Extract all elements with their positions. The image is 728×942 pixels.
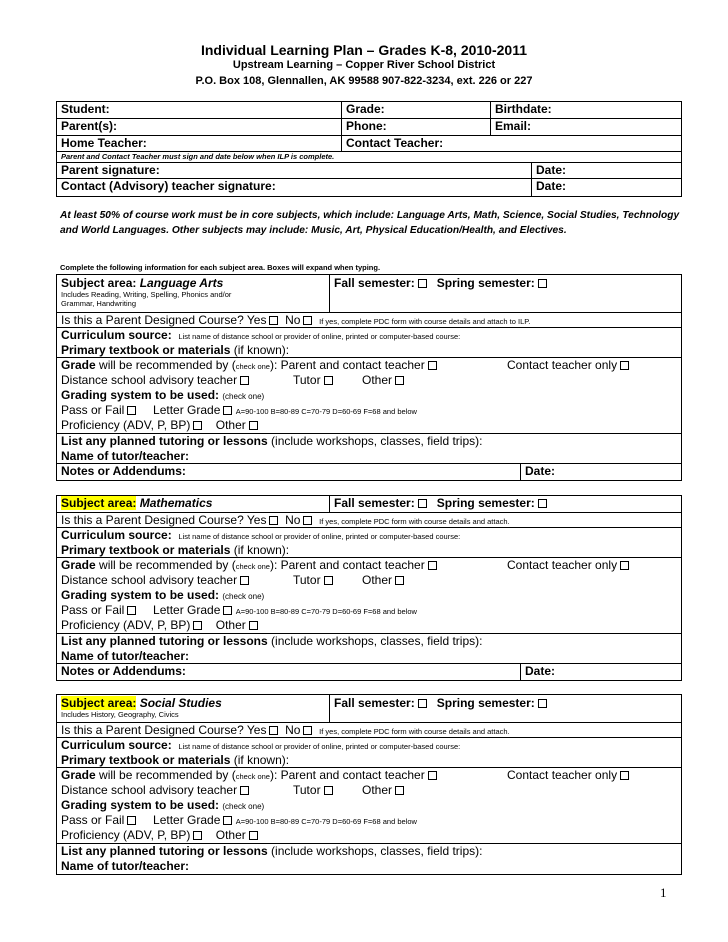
email-field[interactable]: Email: bbox=[490, 119, 681, 135]
proficiency-option: Proficiency (ADV, P, BP) Other bbox=[61, 618, 258, 632]
core-subjects-note: At least 50% of course work must be in core subjects, which include: Language Arts, Math, Science, Social Studies, Technology and World Languages. Other subjects may include: Music, Art, Physical Education/Health, and Electives. bbox=[60, 210, 680, 236]
grading-other-checkbox[interactable] bbox=[249, 831, 258, 840]
planned-tutoring[interactable]: List any planned tutoring or lessons (include workshops, classes, field trips): bbox=[61, 634, 483, 648]
distance-checkbox[interactable] bbox=[240, 576, 249, 585]
pdc-yes-checkbox[interactable] bbox=[269, 726, 278, 735]
tutor-name[interactable]: Name of tutor/teacher: bbox=[61, 649, 190, 663]
planned-tutoring[interactable]: List any planned tutoring or lessons (include workshops, classes, field trips): bbox=[61, 844, 483, 858]
grading-other-checkbox[interactable] bbox=[249, 621, 258, 630]
semester-cell: Fall semester: Spring semester: bbox=[329, 496, 681, 512]
other-checkbox[interactable] bbox=[395, 786, 404, 795]
subject-includes-cont: Grammar, Handwriting bbox=[61, 299, 137, 308]
pass-fail-checkbox[interactable] bbox=[127, 816, 136, 825]
grade-recommended-by: Grade will be recommended by (check one): Parent and contact teacher Contact teacher only bbox=[61, 358, 437, 372]
pdc-yes-checkbox[interactable] bbox=[269, 316, 278, 325]
subject-name: Social Studies bbox=[139, 696, 222, 710]
grade-recommended-by: Grade will be recommended by (check one): Parent and contact teacher Contact teacher only bbox=[61, 558, 437, 572]
fall-checkbox[interactable] bbox=[418, 279, 427, 288]
distance-checkbox[interactable] bbox=[240, 376, 249, 385]
subject-area-label: Subject area: bbox=[61, 696, 137, 710]
curriculum-source[interactable]: Curriculum source: List name of distance school or provider of online, printed or computer-based course: bbox=[61, 328, 461, 342]
contact-teacher-field[interactable]: Contact Teacher: bbox=[341, 136, 681, 151]
signature-note: Parent and Contact Teacher must sign and date below when ILP is complete. bbox=[61, 152, 335, 161]
recommender-options: Distance school advisory teacher Tutor Other bbox=[61, 783, 249, 797]
pass-fail-checkbox[interactable] bbox=[127, 406, 136, 415]
recommender-options: Distance school advisory teacher Tutor Other bbox=[61, 373, 249, 387]
subject-includes: Includes Reading, Writing, Spelling, Phonics and/or bbox=[61, 290, 232, 299]
pdc-question: Is this a Parent Designed Course? Yes No If yes, complete PDC form with course details and attach. bbox=[61, 723, 510, 737]
tutor-checkbox[interactable] bbox=[324, 786, 333, 795]
grading-system: Grading system to be used: (check one) bbox=[61, 388, 265, 402]
tutor-checkbox[interactable] bbox=[324, 376, 333, 385]
fall-checkbox[interactable] bbox=[418, 499, 427, 508]
pdc-question: Is this a Parent Designed Course? Yes No If yes, complete PDC form with course details and attach to ILP. bbox=[61, 313, 531, 327]
proficiency-checkbox[interactable] bbox=[193, 831, 202, 840]
contact-only-checkbox[interactable] bbox=[620, 361, 629, 370]
contact-signature-field[interactable]: Contact (Advisory) teacher signature: bbox=[61, 179, 276, 193]
pdc-no-checkbox[interactable] bbox=[303, 316, 312, 325]
primary-textbook[interactable]: Primary textbook or materials (if known): bbox=[61, 543, 290, 557]
grading-system: Grading system to be used: (check one) bbox=[61, 588, 265, 602]
student-info-table bbox=[56, 101, 682, 197]
contact-only-checkbox[interactable] bbox=[620, 771, 629, 780]
parent-contact-checkbox[interactable] bbox=[428, 361, 437, 370]
grading-other-checkbox[interactable] bbox=[249, 421, 258, 430]
grading-options: Pass or Fail Letter Grade A=90-100 B=80-89 C=70-79 D=60-69 F=68 and below bbox=[61, 403, 417, 417]
proficiency-option: Proficiency (ADV, P, BP) Other bbox=[61, 828, 258, 842]
subject-area-label: Subject area: bbox=[61, 276, 137, 290]
proficiency-option: Proficiency (ADV, P, BP) Other bbox=[61, 418, 258, 432]
pdc-question: Is this a Parent Designed Course? Yes No If yes, complete PDC form with course details and attach. bbox=[61, 513, 510, 527]
grading-system: Grading system to be used: (check one) bbox=[61, 798, 265, 812]
spring-checkbox[interactable] bbox=[538, 279, 547, 288]
spring-checkbox[interactable] bbox=[538, 499, 547, 508]
home-teacher-field[interactable]: Home Teacher: bbox=[61, 136, 147, 150]
curriculum-source[interactable]: Curriculum source: List name of distance school or provider of online, printed or computer-based course: bbox=[61, 738, 461, 752]
subject-block-mathematics bbox=[56, 495, 682, 681]
subject-name: Mathematics bbox=[139, 496, 213, 510]
notes-field[interactable]: Notes or Addendums: bbox=[61, 664, 186, 678]
recommender-options: Distance school advisory teacher Tutor Other bbox=[61, 573, 249, 587]
student-field[interactable]: Student: bbox=[61, 102, 110, 116]
parents-field[interactable]: Parent(s): bbox=[61, 119, 118, 133]
curriculum-source[interactable]: Curriculum source: List name of distance school or provider of online, printed or computer-based course: bbox=[61, 528, 461, 542]
page-number: 1 bbox=[660, 885, 667, 900]
letter-grade-checkbox[interactable] bbox=[223, 606, 232, 615]
subject-includes: Includes History, Geography, Civics bbox=[61, 710, 179, 719]
parent-signature-date[interactable]: Date: bbox=[531, 163, 681, 178]
spring-checkbox[interactable] bbox=[538, 699, 547, 708]
notes-date[interactable]: Date: bbox=[520, 464, 681, 480]
tutor-name[interactable]: Name of tutor/teacher: bbox=[61, 859, 190, 873]
subject-block-social-studies bbox=[56, 694, 682, 875]
district-subtitle: Upstream Learning – Copper River School District bbox=[232, 59, 496, 71]
contact-only-checkbox[interactable] bbox=[620, 561, 629, 570]
semester-cell: Fall semester: Spring semester: bbox=[329, 695, 681, 722]
other-checkbox[interactable] bbox=[395, 376, 404, 385]
primary-textbook[interactable]: Primary textbook or materials (if known): bbox=[61, 753, 290, 767]
complete-info-note: Complete the following information for each subject area. Boxes will expand when typing. bbox=[60, 263, 381, 272]
notes-date[interactable]: Date: bbox=[520, 664, 681, 680]
planned-tutoring[interactable]: List any planned tutoring or lessons (include workshops, classes, field trips): bbox=[61, 434, 483, 448]
parent-contact-checkbox[interactable] bbox=[428, 561, 437, 570]
grading-options: Pass or Fail Letter Grade A=90-100 B=80-89 C=70-79 D=60-69 F=68 and below bbox=[61, 813, 417, 827]
letter-grade-checkbox[interactable] bbox=[223, 816, 232, 825]
tutor-checkbox[interactable] bbox=[324, 576, 333, 585]
grading-options: Pass or Fail Letter Grade A=90-100 B=80-89 C=70-79 D=60-69 F=68 and below bbox=[61, 603, 417, 617]
pdc-no-checkbox[interactable] bbox=[303, 516, 312, 525]
semester-cell: Fall semester: Spring semester: bbox=[329, 275, 681, 312]
fall-checkbox[interactable] bbox=[418, 699, 427, 708]
tutor-name[interactable]: Name of tutor/teacher: bbox=[61, 449, 190, 463]
subject-area-cell bbox=[57, 275, 329, 312]
phone-field[interactable]: Phone: bbox=[341, 119, 490, 135]
other-checkbox[interactable] bbox=[395, 576, 404, 585]
pdc-yes-checkbox[interactable] bbox=[269, 516, 278, 525]
page-title: Individual Learning Plan – Grades K-8, 2010-2011 bbox=[200, 42, 528, 58]
proficiency-checkbox[interactable] bbox=[193, 621, 202, 630]
pass-fail-checkbox[interactable] bbox=[127, 606, 136, 615]
distance-checkbox[interactable] bbox=[240, 786, 249, 795]
parent-contact-checkbox[interactable] bbox=[428, 771, 437, 780]
birthdate-field[interactable]: Birthdate: bbox=[490, 102, 681, 118]
pdc-no-checkbox[interactable] bbox=[303, 726, 312, 735]
contact-signature-date[interactable]: Date: bbox=[531, 179, 681, 196]
subject-block-language-arts bbox=[56, 274, 682, 481]
proficiency-checkbox[interactable] bbox=[193, 421, 202, 430]
subject-area-label: Subject area: bbox=[61, 496, 137, 510]
notes-field[interactable]: Notes or Addendums: bbox=[61, 464, 186, 478]
subject-area-cell bbox=[57, 496, 329, 512]
primary-textbook[interactable]: Primary textbook or materials (if known): bbox=[61, 343, 290, 357]
letter-grade-checkbox[interactable] bbox=[223, 406, 232, 415]
district-address: P.O. Box 108, Glennallen, AK 99588 907-822-3234, ext. 226 or 227 bbox=[195, 75, 533, 87]
grade-recommended-by: Grade will be recommended by (check one): Parent and contact teacher Contact teacher only bbox=[61, 768, 437, 782]
subject-name: Language Arts bbox=[139, 276, 224, 290]
grade-field[interactable]: Grade: bbox=[341, 102, 490, 118]
parent-signature-field[interactable]: Parent signature: bbox=[61, 163, 160, 177]
subject-area-cell bbox=[57, 695, 329, 722]
